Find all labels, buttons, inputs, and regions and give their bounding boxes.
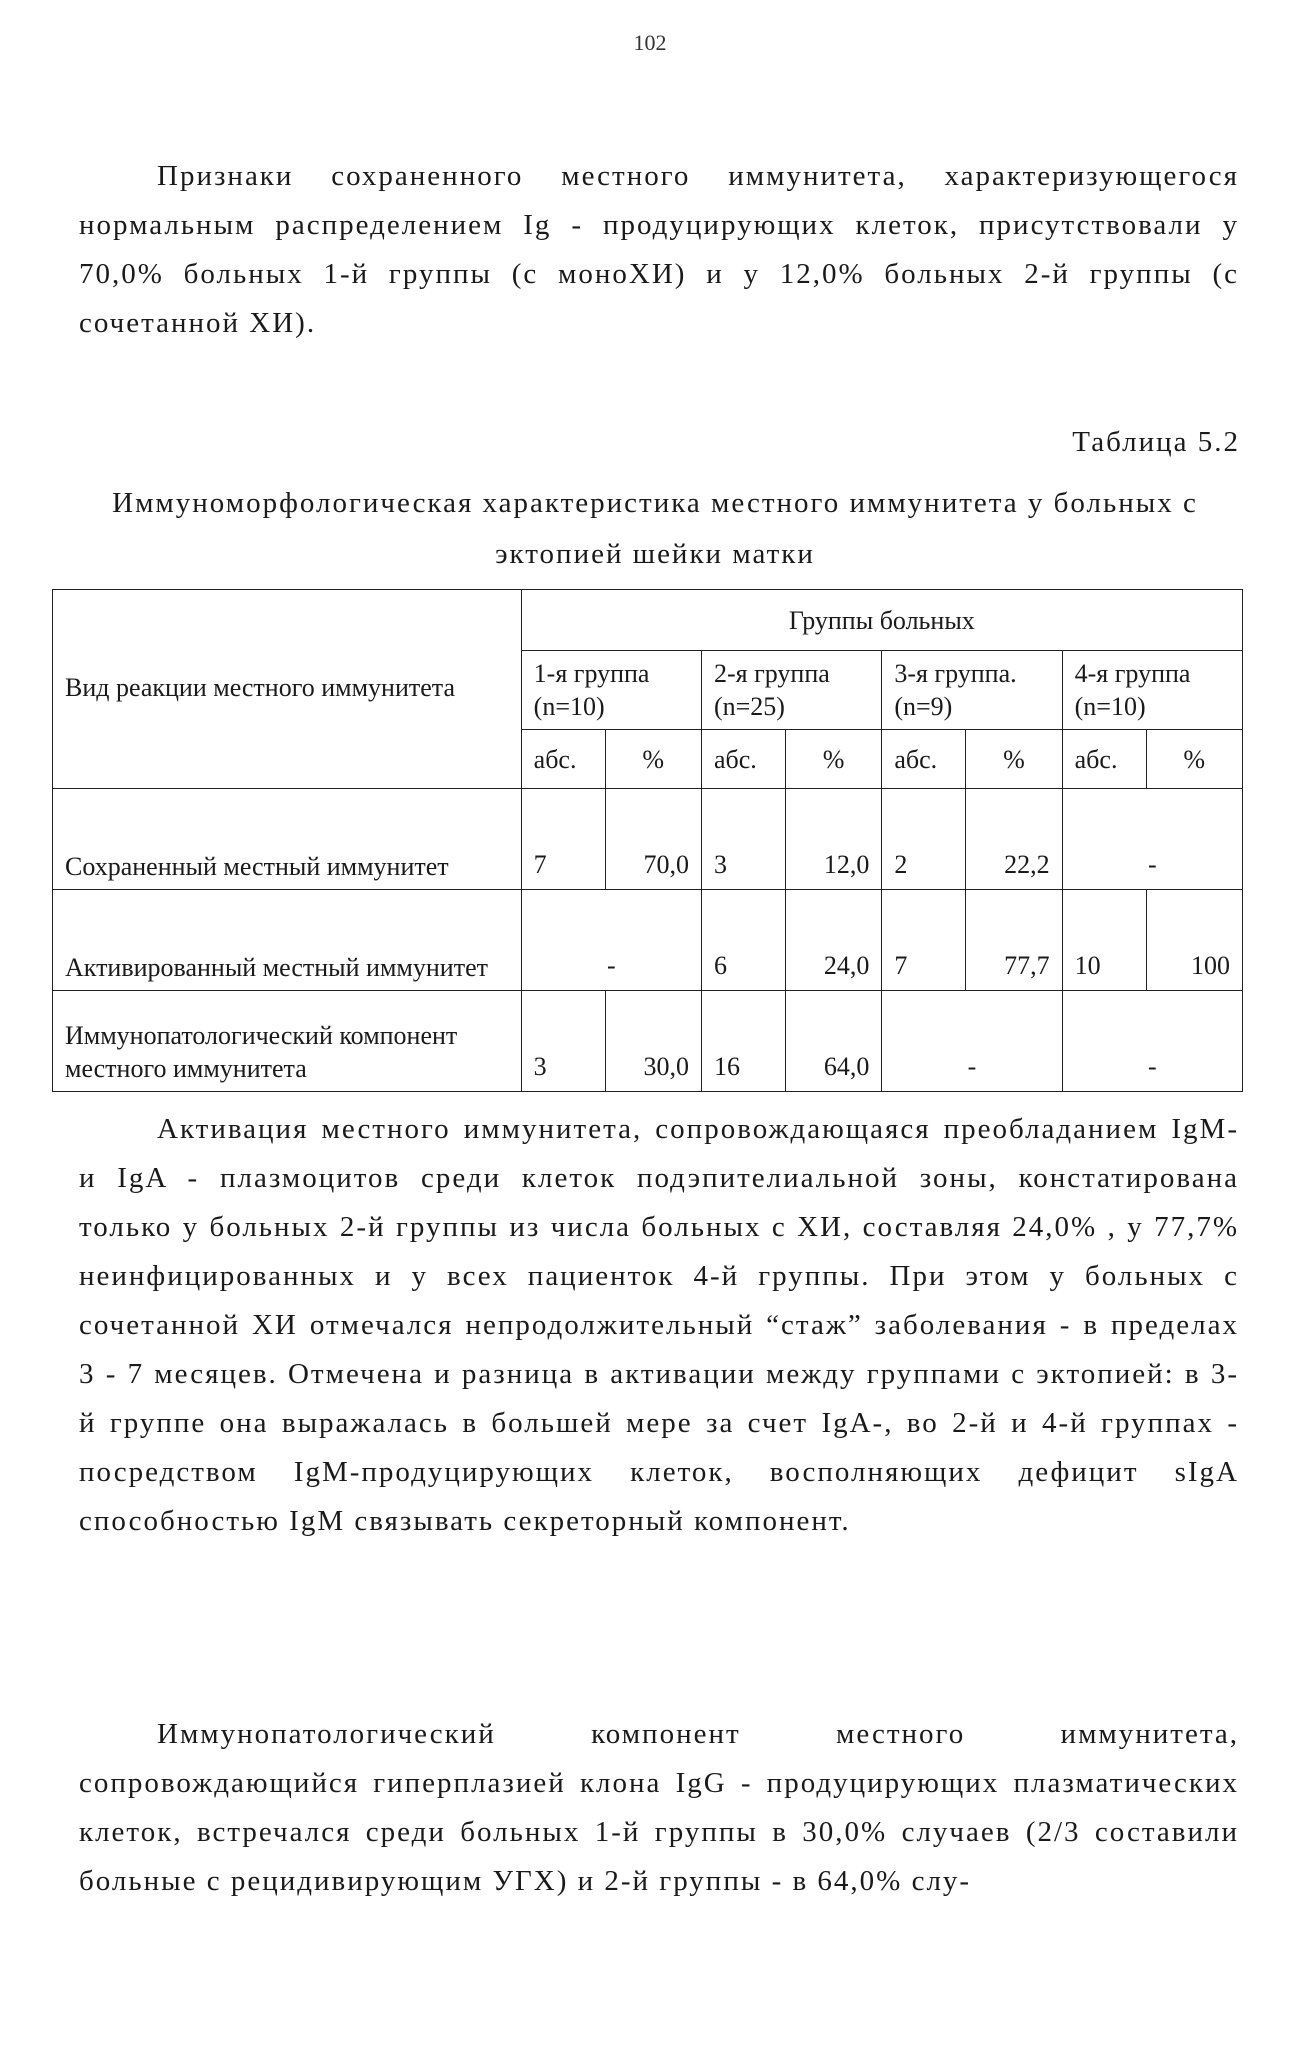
cell-abs: 7	[882, 890, 966, 991]
header-abs: абс.	[882, 730, 966, 789]
header-groups-caption: Группы больных	[521, 590, 1242, 651]
cell-pct: 22,2	[966, 789, 1062, 890]
cell-pct: 24,0	[785, 890, 881, 991]
header-abs: абс.	[521, 730, 605, 789]
header-pct: %	[966, 730, 1062, 789]
cell-pct: 77,7	[966, 890, 1062, 991]
paragraph-2: Активация местного иммунитета, сопровождающаяся преобладанием IgM- и IgA - плазмоцитов среди клеток подэпителиальной зоны, констатирована только у больных 2-й группы из числа больных с ХИ, составляя 24,0% , у 77,7% неинфицированных и у всех пациенток 4-й группы. При этом у больных с сочетанной ХИ отмечался непродолжительный “стаж” заболевания - в пределах 3 - 7 месяцев. Отмечена и разница в активации между группами с эктопией: в 3-й группе она выражалась в большей мере за счет IgA-, во 2-й и 4-й группах - посредством IgM-продуцирующих клеток, восполняющих дефицит sIgA способностью IgM связывать секреторный компонент.	[79, 1113, 1239, 1537]
cell-dash: -	[1062, 991, 1242, 1092]
group-name: 2-я группа	[713, 659, 830, 688]
header-abs: абс.	[701, 730, 785, 789]
table-row	[53, 890, 1243, 991]
group-n: (n=25)	[713, 692, 785, 721]
paragraph-3: Иммунопатологический компонент местного иммунитета, сопровождающийся гиперплазией клона IgG - продуцирующих плазматических клеток, встречался среди больных 1-й группы в 30,0% случаев (2/3 составили больные с рецидивирующим УГХ) и 2-й группы - в 64,0% слу-	[79, 1718, 1239, 1897]
cell-abs: 2	[882, 789, 966, 890]
row-label: Иммунопатологический компонент местного иммунитета	[53, 991, 522, 1092]
cell-abs: 10	[1062, 890, 1146, 991]
header-group-3	[882, 651, 1062, 730]
cell-pct: 30,0	[605, 991, 701, 1092]
header-abs: абс.	[1062, 730, 1146, 789]
group-name: 4-я группа	[1074, 659, 1191, 688]
header-group-2	[701, 651, 881, 730]
table-row	[53, 991, 1243, 1092]
cell-abs: 16	[701, 991, 785, 1092]
cell-pct: 64,0	[785, 991, 881, 1092]
cell-abs: 3	[521, 991, 605, 1092]
row-label: Сохраненный местный иммунитет	[53, 789, 522, 890]
row-label: Активированный местный иммунитет	[53, 890, 522, 991]
cell-pct: 70,0	[605, 789, 701, 890]
table-label: Таблица 5.2	[1072, 426, 1240, 458]
cell-pct: 12,0	[785, 789, 881, 890]
header-row-label: Вид реакции местного иммунитета	[53, 590, 522, 789]
group-name: 1-я группа	[533, 659, 650, 688]
cell-dash: -	[882, 991, 1062, 1092]
header-pct: %	[605, 730, 701, 789]
group-n: (n=9)	[894, 692, 953, 721]
group-n: (n=10)	[1074, 692, 1146, 721]
cell-dash: -	[521, 890, 701, 991]
header-pct: %	[785, 730, 881, 789]
cell-abs: 6	[701, 890, 785, 991]
cell-abs: 3	[701, 789, 785, 890]
table-title: Иммуноморфологическая характеристика местного иммунитета у больных с эктопией шейки матки	[112, 487, 1198, 570]
header-pct: %	[1146, 730, 1242, 789]
cell-dash: -	[1062, 789, 1242, 890]
group-name: 3-я группа.	[894, 659, 1017, 688]
paragraph-1: Признаки сохраненного местного иммунитета, характеризующегося нормальным распределением Ig - продуцирующих клеток, присутствовали у 70,0% больных 1-й группы (с моноХИ) и у 12,0% больных 2-й группы (с сочетанной ХИ).	[79, 160, 1239, 339]
page-number: 102	[633, 30, 667, 55]
header-group-4	[1062, 651, 1242, 730]
table-row	[53, 789, 1243, 890]
data-table	[52, 589, 1243, 1092]
cell-abs: 7	[521, 789, 605, 890]
header-group-1	[521, 651, 701, 730]
cell-pct: 100	[1146, 890, 1242, 991]
group-n: (n=10)	[533, 692, 605, 721]
